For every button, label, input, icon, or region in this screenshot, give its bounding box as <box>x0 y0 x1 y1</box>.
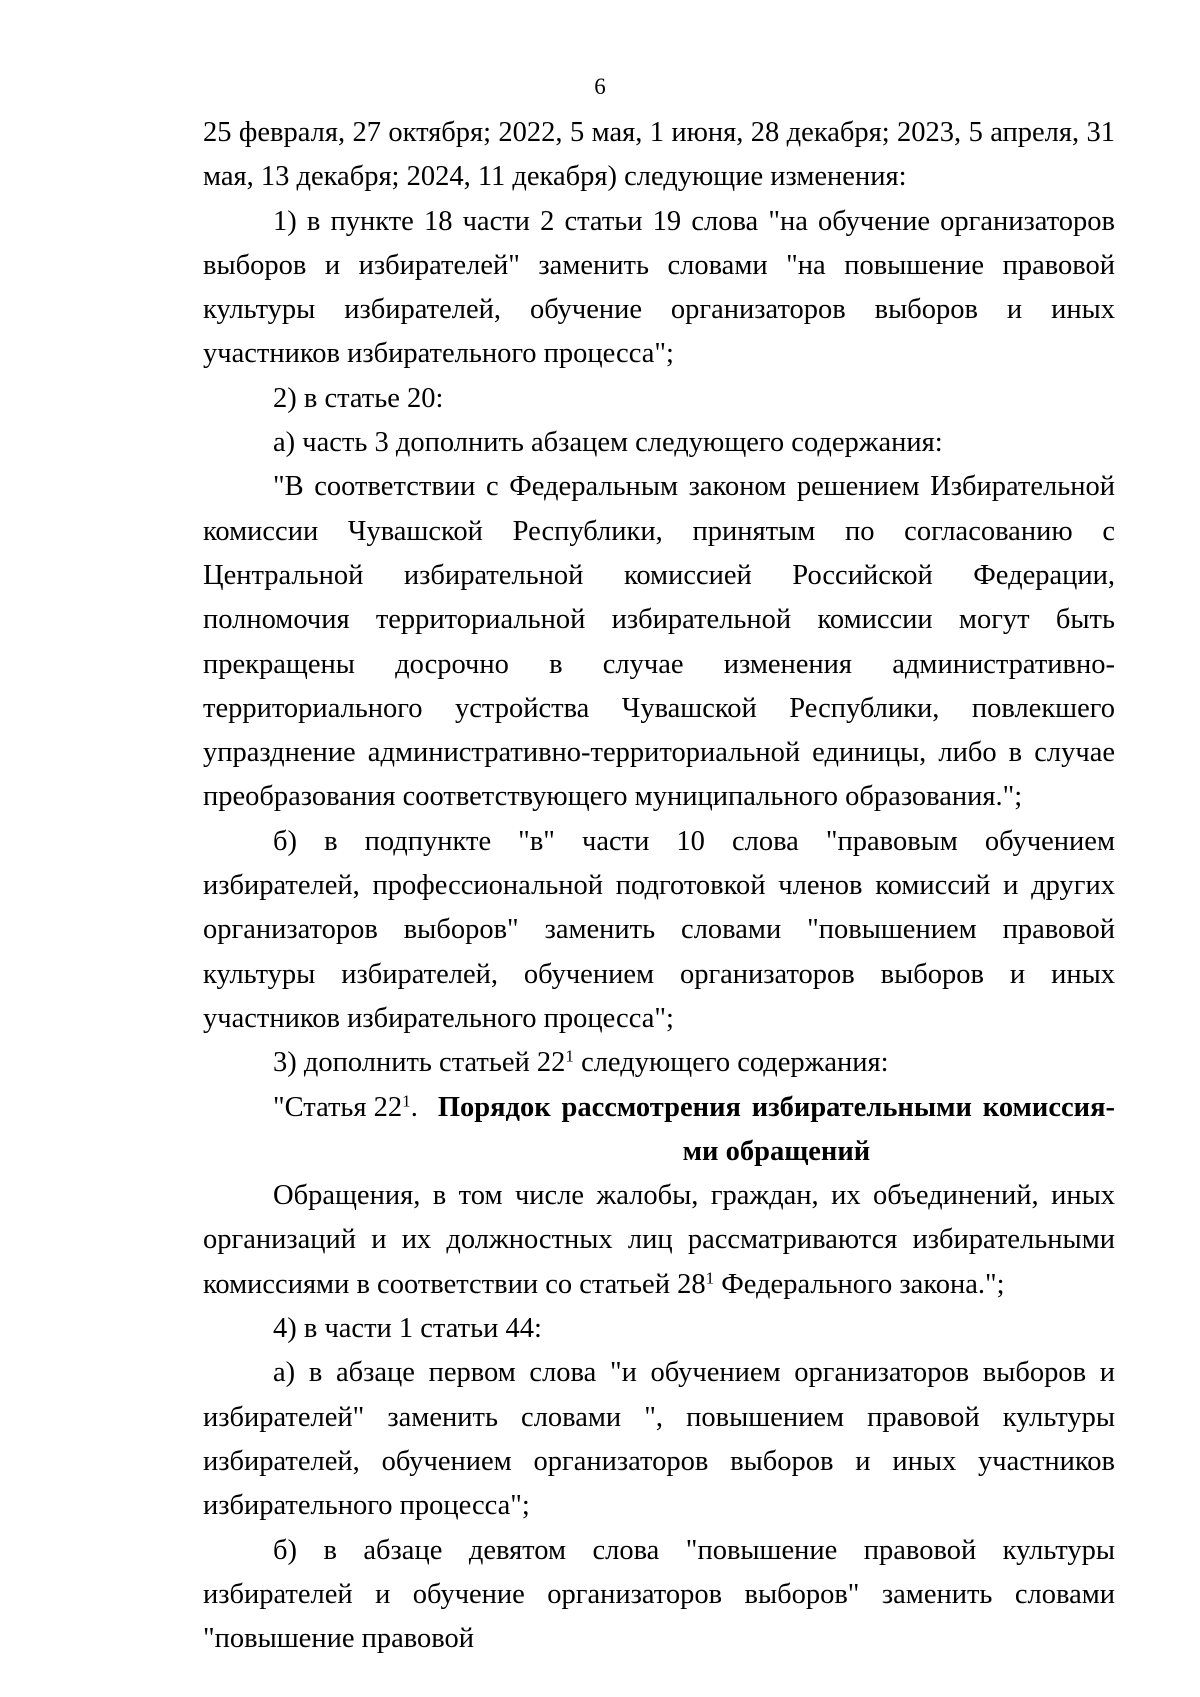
article-heading <box>203 1086 1115 1175</box>
paragraph-item-2a: а) часть 3 дополнить абзацем следующего содержания: <box>273 427 943 459</box>
paragraph-continuation: 25 февраля, 27 октября; 2022, 5 мая, 1 июня, 28 декабря; 2023, 5 апреля, 31 мая, 13 декабря; 2024, 11 декабря) следующие изменения: <box>203 117 1115 193</box>
superscript: 1 <box>705 1268 715 1288</box>
paragraph-item-4a: а) в абзаце первом слова "и обучением организаторов выборов и избирателей" заменить словами ", повышением правовой культуры избирателей, обучением организаторов выборов и иных участников избирательного процесса"; <box>203 1357 1115 1522</box>
text-segment: . <box>410 1091 418 1123</box>
superscript: 1 <box>565 1046 574 1066</box>
paragraph-item-4b: б) в абзаце девятом слова "повышение правовой культуры избирателей и обучение организаторов выборов" заменить словами "повышение правовой <box>203 1534 1115 1655</box>
paragraph-quoted-amendment: "В соответствии с Федеральным законом решением Избирательной комиссии Чувашской Республики, принятым по согласованию с Центральной избирательной комиссией Российской Федерации, полномочия территориальной избирательной комиссии могут быть прекращены досрочно в случае изменения административно-территориального устройства Чувашской Республики, повлекшего упразднение административно-территориальной единицы, либо в случае преобразования соответствующего муниципального образования."; <box>203 471 1115 813</box>
paragraph-item-2: 2) в статье 20: <box>273 382 444 414</box>
text-segment: Обращения, в том числе жалобы, граждан, их объединений, иных организаций и их должностных лиц рассматриваются избирательными комиссиями в соответствии со статьей 28 <box>203 1180 1115 1300</box>
article-label <box>273 1086 438 1175</box>
document-body <box>203 111 1115 1661</box>
superscript: 1 <box>402 1091 411 1111</box>
paragraph-item-2b: б) в подпункте "в" части 10 слова "правовым обучением избирателей, профессиональной подготовкой членов комиссий и других организаторов выборов" заменить словами "повышением правовой культуры избирателей, обучением организаторов выборов и иных участников избирательного процесса"; <box>203 825 1115 1034</box>
page-number: 6 <box>594 74 606 99</box>
paragraph-item-3 <box>203 1041 1115 1085</box>
paragraph-article-text <box>203 1174 1115 1307</box>
text-segment: Федерального закона."; <box>714 1268 1005 1300</box>
text-segment: 3) дополнить статьей 22 <box>273 1047 566 1079</box>
text-segment: "Статья 22 <box>273 1091 403 1123</box>
paragraph-item-1: 1) в пункте 18 части 2 статьи 19 слова "на обучение организаторов выборов и избирателей" заменить словами "на повышение правовой культуры избирателей, обучение организаторов выборов и иных участников избирательного процесса"; <box>203 205 1115 370</box>
article-title: Порядок рассмотрения избирательными комиссиями обращений <box>437 1091 1115 1167</box>
text-segment: следующего содержания: <box>573 1047 889 1079</box>
paragraph-item-4: 4) в части 1 статьи 44: <box>273 1313 542 1345</box>
